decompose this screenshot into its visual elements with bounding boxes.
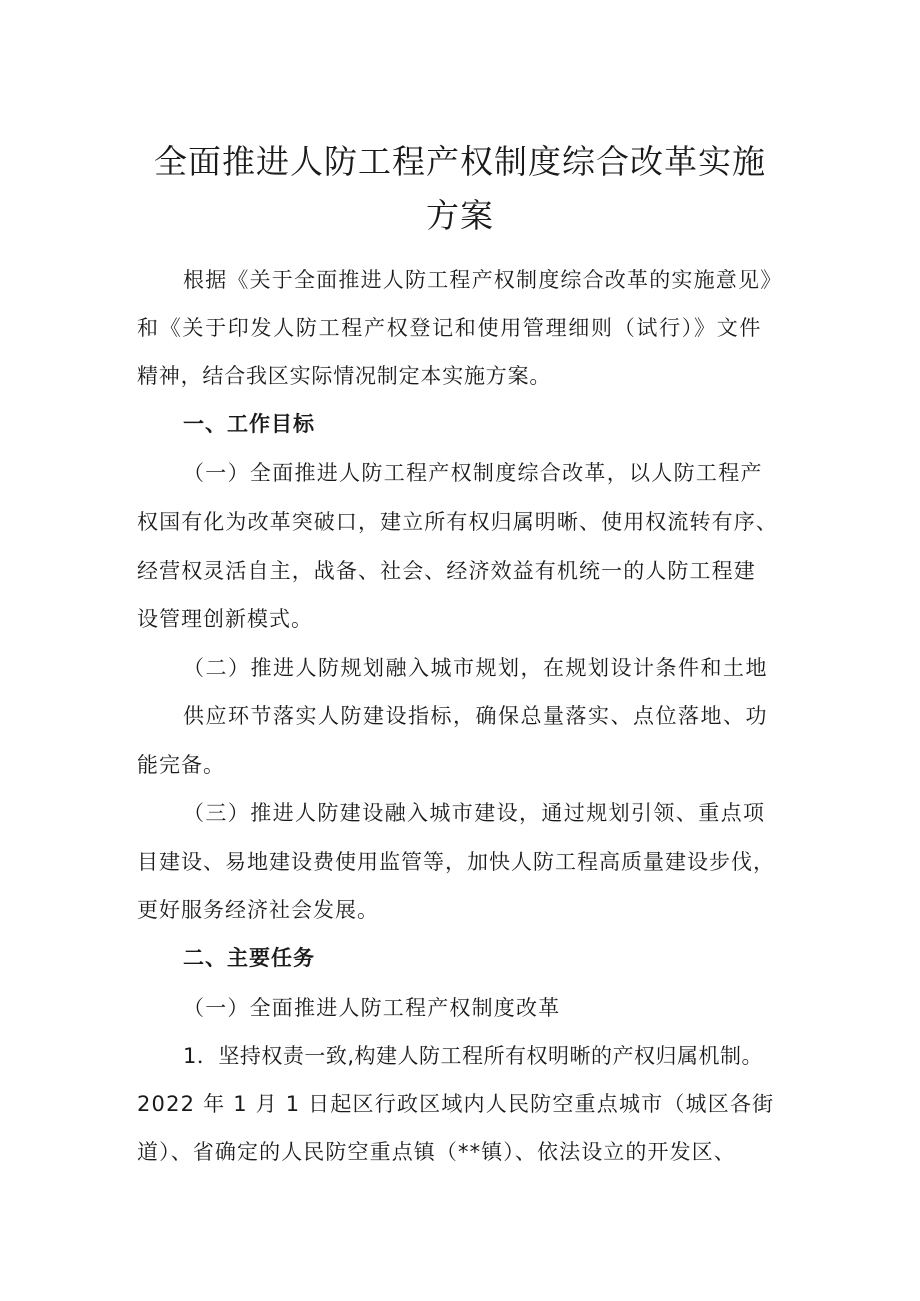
goal-2-line-1: （二）推进人防规划融入城市规划，在规划设计条件和土地 bbox=[183, 656, 768, 680]
intro-line-3: 精神，结合我区实际情况制定本实施方案。 bbox=[137, 364, 552, 388]
task-subheading-1: （一）全面推进人防工程产权制度改革 bbox=[183, 996, 561, 1020]
intro-line-2: 和《关于印发人防工程产权登记和使用管理细则（试行）》文件 bbox=[137, 316, 763, 340]
task-point-1-line-2: 2022 年 1 月 1 日起区行政区域内人民防空重点城市（城区各街 bbox=[137, 1092, 775, 1116]
section-heading-goals: 一、工作目标 bbox=[183, 412, 315, 436]
goal-3-line-2: 目建设、易地建设费使用监管等，加快人防工程高质量建设步伐， bbox=[137, 850, 775, 874]
task-point-1-line-1: 1．坚持权责一致,构建人防工程所有权明晰的产权归属机制。 bbox=[183, 1044, 764, 1068]
goal-1-line-2: 权国有化为改革突破口，建立所有权归属明晰、使用权流转有序、 bbox=[137, 510, 778, 534]
section-heading-tasks: 二、主要任务 bbox=[183, 946, 315, 970]
goal-1-line-1: （一）全面推进人防工程产权制度综合改革，以人防工程产 bbox=[183, 461, 763, 485]
document-title-line-1: 全面推进人防工程产权制度综合改革实施 bbox=[154, 142, 766, 181]
intro-line-1: 根据《关于全面推进人防工程产权制度综合改革的实施意见》 bbox=[183, 268, 783, 292]
document-title-line-2: 方案 bbox=[426, 196, 494, 235]
goal-3-line-3: 更好服务经济社会发展。 bbox=[137, 898, 379, 922]
goal-2-line-2: 供应环节落实人防建设指标，确保总量落实、点位落地、功 bbox=[183, 704, 768, 728]
goal-3-line-1: （三）推进人防建设融入城市建设，通过规划引领、重点项 bbox=[183, 801, 766, 825]
goal-1-line-4: 设管理创新模式。 bbox=[137, 607, 313, 631]
task-point-1-line-3: 道）、省确定的人民防空重点镇（**镇）、依法设立的开发区、 bbox=[137, 1140, 736, 1164]
goal-1-line-3: 经营权灵活自主，战备、社会、经济效益有机统一的人防工程建 bbox=[137, 559, 756, 583]
goal-2-line-3: 能完备。 bbox=[137, 753, 225, 777]
